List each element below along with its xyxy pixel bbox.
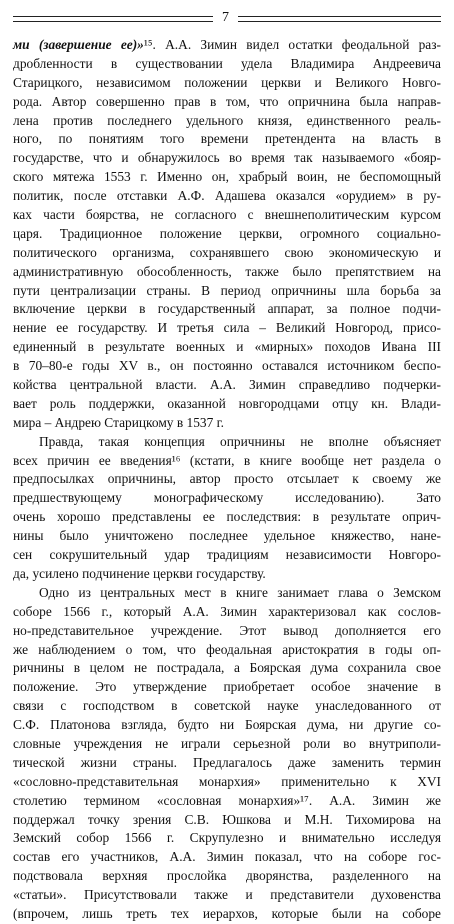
text-line — [13, 300, 441, 319]
text-run: положение. Это утверждение приобретает особое значение в — [13, 679, 441, 695]
text-run: предшествующему монографическому исследованию). Зато — [13, 490, 441, 506]
text-line — [13, 489, 441, 508]
text-run: единенный в результате военных и «мирных» походов Ивана III — [13, 339, 441, 355]
text-line — [13, 55, 441, 74]
text-line — [13, 565, 441, 584]
text-line — [13, 886, 441, 905]
running-header — [0, 6, 454, 30]
text-run: «сословно-представительная монархия» применительно к XVI — [13, 773, 441, 789]
text-run: нины было уничтожено последнее удельное княжество, нане- — [13, 528, 441, 544]
text-line — [13, 452, 441, 471]
text-run: в 70–80-е годы XV в., он постоянно оставался источником беспо- — [13, 358, 441, 374]
text-line — [13, 112, 441, 131]
text-line — [13, 905, 441, 924]
text-line — [13, 244, 441, 263]
text-run: (впрочем, лишь треть тех иерархов, которые были на соборе — [13, 905, 441, 921]
text-run: предпосылках опричнины, автор просто отсылает к своему же — [13, 471, 441, 487]
emphasized-text: ми (завершение ее)» — [13, 37, 144, 52]
text-run: политик, после отставки А.Ф. Адашева оказался «орудием» в ру- — [13, 188, 441, 204]
text-run: подствовала верхняя прослойка дворянства, разделенного на — [13, 868, 441, 884]
header-rule-left — [13, 16, 213, 22]
text-line — [13, 168, 441, 187]
text-run: мира – Андрею Старицкому в 1537 г. — [13, 414, 224, 430]
text-run: Земский собор 1566 г. Скрупулезно и внимательно исследуя — [13, 830, 441, 846]
text-line — [13, 414, 441, 433]
text-line — [13, 263, 441, 282]
text-line — [13, 319, 441, 338]
text-line — [13, 603, 441, 622]
text-line — [13, 584, 441, 603]
text-run: койства центральной власти. А.А. Зимин справедливо подчерки- — [13, 377, 441, 393]
text-line — [13, 357, 441, 376]
text-run: тической жизни страны. Предлагалось даже заменить термин — [13, 754, 441, 770]
text-line — [13, 395, 441, 414]
text-run: очень хорошо представлены ее последствия: в результате оприч- — [13, 509, 441, 525]
text-line — [13, 149, 441, 168]
text-run: связи с господством в советской науке унаследованного от — [13, 698, 441, 714]
text-run: лена против последнего удельного князя, единственного реаль- — [13, 112, 441, 128]
text-run: состав его участников, А.А. Зимин показал, что на соборе гос- — [13, 849, 441, 865]
text-line — [13, 376, 441, 395]
text-line — [13, 93, 441, 112]
text-run: ского мятежа 1553 г. Именно он, храбрый воин, не беспомощный — [13, 169, 441, 185]
text-run: государстве, что и обнаружилось во время так называемого «бояр- — [13, 150, 441, 166]
text-run: пути централизации страны. В период опричнины шла борьба за — [13, 282, 441, 298]
text-run: да, усилено подчинение церкви государству. — [13, 565, 266, 581]
text-line — [13, 508, 441, 527]
text-line — [13, 282, 441, 301]
text-line — [13, 206, 441, 225]
text-run: всех причин ее введения¹⁶ (кстати, в книге вообще нет раздела о — [13, 452, 441, 468]
page-number: 7 — [222, 10, 229, 25]
text-line — [13, 527, 441, 546]
text-line — [13, 338, 441, 357]
text-line — [13, 735, 441, 754]
text-run: но-представительное учреждение. Этот вывод дополняется его — [13, 622, 441, 638]
text-run: царя. Традиционное положение церкви, огромного социально- — [13, 225, 441, 241]
text-line — [13, 74, 441, 93]
text-run: ричнины в целом не пострадала, а Боярская дума сохранила свое — [13, 660, 441, 676]
text-run: Одно из центральных мест в книге занимает глава о Земском — [39, 584, 441, 600]
text-line — [13, 716, 441, 735]
text-line — [13, 225, 441, 244]
text-run: вает роль поддержки, оказанной новгородцами отцу кн. Влади- — [13, 395, 441, 411]
paragraph — [13, 584, 441, 924]
text-run: С.Ф. Платонова взгляда, будто ни Боярская дума, ни другие со- — [13, 717, 441, 733]
header-rule-right — [238, 16, 441, 22]
body-text — [13, 36, 441, 924]
text-line — [13, 641, 441, 660]
text-run: рода. Автор совершенно прав в том, что опричнина была направ- — [13, 93, 441, 109]
text-line — [13, 470, 441, 489]
text-run: же наблюдением о том, что феодальная аристократия в годы оп- — [13, 641, 441, 657]
paragraph — [13, 433, 441, 584]
text-line — [13, 433, 441, 452]
text-line — [13, 622, 441, 641]
text-line — [13, 659, 441, 678]
text-line — [13, 829, 441, 848]
text-run: соборе 1566 г., который А.А. Зимин характеризовал как сослов- — [13, 603, 441, 619]
text-run: «статьи». Присутствовали также и представители духовенства — [13, 887, 441, 903]
text-line — [13, 187, 441, 206]
text-line — [13, 773, 441, 792]
text-line — [13, 867, 441, 886]
text-run: столетию термином «сословная монархия»¹⁷. А.А. Зимин же — [13, 792, 441, 808]
text-line — [13, 678, 441, 697]
text-run: словные учреждения не играли серьезной роли во внутриполи- — [13, 735, 441, 751]
text-run: дробленности в существовании удела Владимира Андреевича — [13, 55, 441, 71]
text-line — [13, 697, 441, 716]
text-run: поддержал точку зрения С.В. Юшкова и М.Н. Тихомирова на — [13, 811, 441, 827]
text-run: Старицкого, независимом положении церкви и Великого Новго- — [13, 74, 441, 90]
text-run: ¹⁵. А.А. Зимин видел остатки феодальной раз- — [143, 37, 441, 52]
text-line — [13, 811, 441, 830]
text-line — [13, 848, 441, 867]
text-line — [13, 546, 441, 565]
text-run: сен сокрушительный удар традициям независимости Новгоро- — [13, 547, 441, 563]
text-run: включение церкви в государственный аппарат, за полное подчи- — [13, 301, 441, 317]
text-run: ного, по понятиям того времени претендента на власть в — [13, 131, 441, 147]
text-line — [13, 792, 441, 811]
text-run: нение ее государству. И третья сила – Великий Новгород, присо- — [13, 320, 441, 336]
text-run: административную обособленность, также было препятствием на — [13, 263, 441, 279]
text-line — [13, 36, 441, 55]
text-line — [13, 754, 441, 773]
text-run: политического организма, сохранявшего свою экономическую и — [13, 244, 441, 260]
text-line — [13, 130, 441, 149]
text-run: ках части боярства, не согласного с внешнеполитическим курсом — [13, 207, 441, 223]
paragraph — [13, 36, 441, 433]
text-run: Правда, такая концепция опричнины не вполне объясняет — [39, 433, 441, 449]
